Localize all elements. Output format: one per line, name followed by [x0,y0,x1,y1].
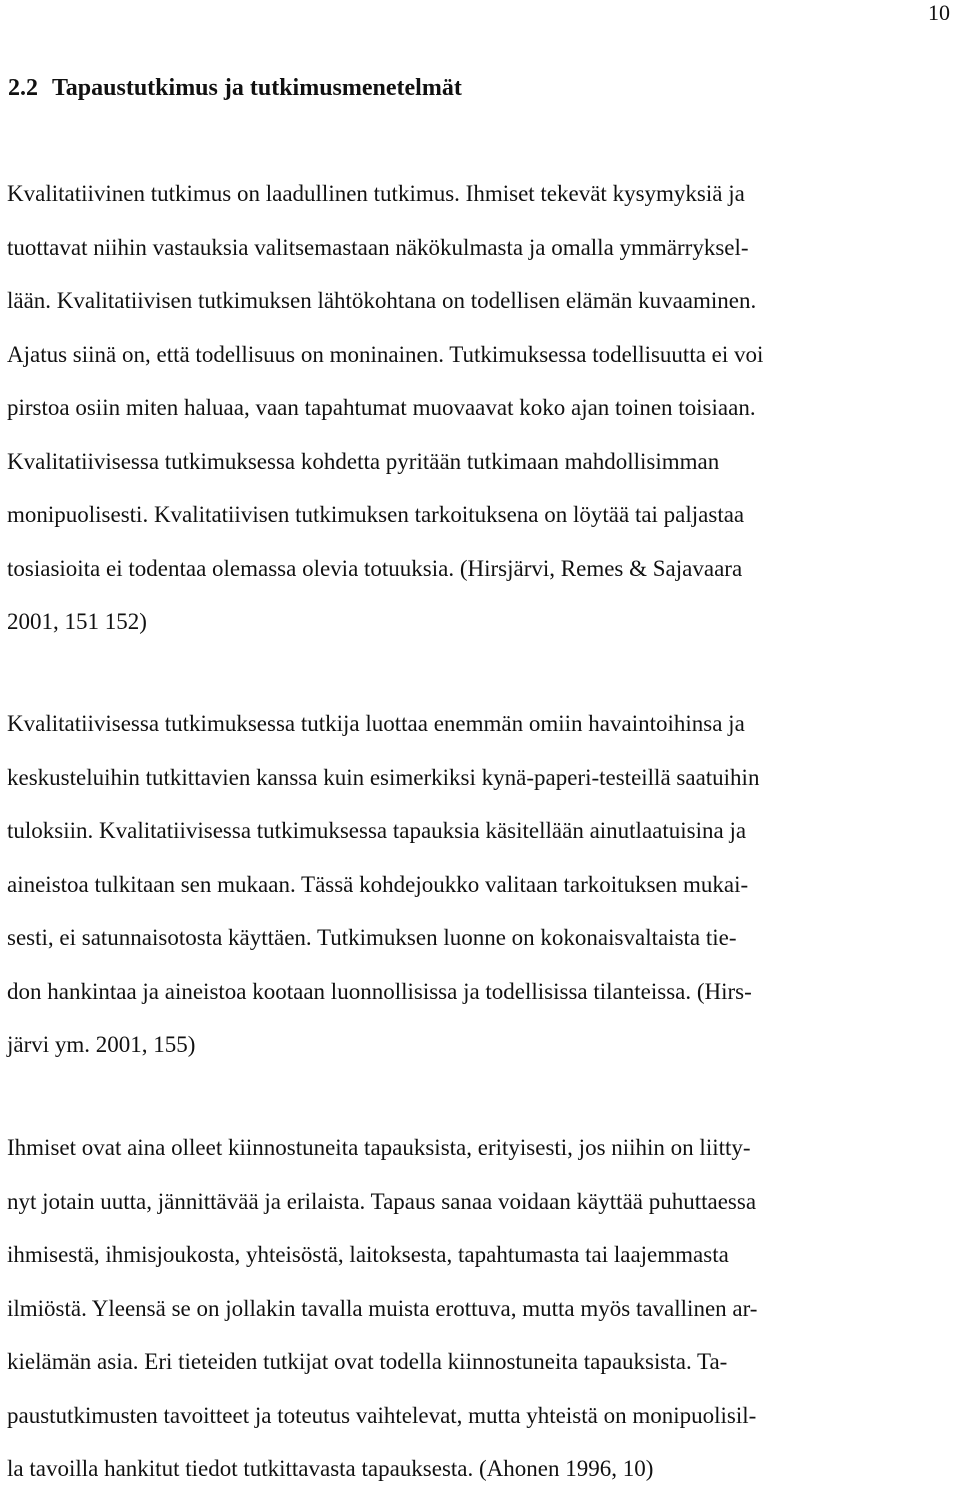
paragraph-line: Kvalitatiivinen tutkimus on laadullinen tutkimus. Ihmiset tekevät kysymyksiä ja [7,181,745,206]
paragraph-2 [7,697,957,1072]
paragraph-line: don hankintaa ja aineistoa kootaan luonnollisissa ja todellisissa tilanteissa. (Hirs- [7,978,752,1004]
paragraph-line: järvi ym. 2001, 155) [7,1032,196,1057]
paragraph-line: keskusteluihin tutkittavien kanssa kuin esimerkiksi kynä-paperi-testeillä saatuihin [7,764,760,790]
paragraph-line: tosiasioita ei todentaa olemassa olevia totuuksia. (Hirsjärvi, Remes & Sajavaara [7,555,743,581]
paragraph-line: Ihmiset ovat aina olleet kiinnostuneita tapauksista, erityisesti, jos niihin on liitty- [7,1135,751,1160]
paragraph-line: tuloksiin. Kvalitatiivisessa tutkimuksessa tapauksia käsitellään ainutlaatuisina ja [7,818,747,843]
paragraph-line: paustutkimusten tavoitteet ja toteutus vaihtelevat, mutta yhteistä on monipuolisil- [7,1402,757,1428]
paragraph-line: sesti, ei satunnaisotosta käyttäen. Tutkimuksen luonne on kokonaisvaltaista tie- [7,925,737,950]
section-number: 2.2 [8,75,38,101]
paragraph-line: kielämän asia. Eri tieteiden tutkijat ovat todella kiinnostuneita tapauksista. Ta- [7,1349,728,1374]
paragraph-line: Kvalitatiivisessa tutkimuksessa kohdetta pyritään tutkimaan mahdollisimman [7,448,720,474]
paragraph-line: aineistoa tulkitaan sen mukaan. Tässä kohdejoukko valitaan tarkoituksen mukai- [7,871,749,897]
paragraph-line: pirstoa osiin miten haluaa, vaan tapahtumat muovaavat koko ajan toinen toisiaan. [7,395,756,420]
paragraph-line: monipuolisesti. Kvalitatiivisen tutkimuksen tarkoituksena on löytää tai paljastaa [7,502,745,527]
paragraph-line: lään. Kvalitatiivisen tutkimuksen lähtökohtana on todellisen elämän kuvaaminen. [7,288,757,313]
page-number: 10 [928,0,950,25]
paragraph-line: ihmisestä, ihmisjoukosta, yhteisöstä, laitoksesta, tapahtumasta tai laajemmasta [7,1242,729,1267]
paragraph-3 [7,1121,957,1496]
paragraph-line: ilmiöstä. Yleensä se on jollakin tavalla muista erottuva, mutta myös tavallinen ar- [7,1295,758,1321]
paragraph-line: la tavoilla hankitut tiedot tutkittavasta tapauksesta. (Ahonen 1996, 10) [7,1456,654,1481]
section-title: Tapaustutkimus ja tutkimusmenetelmät [52,75,462,101]
paragraph-1 [7,167,957,649]
section-heading [8,70,462,106]
paragraph-line: tuottavat niihin vastauksia valitsemastaan näkökulmasta ja omalla ymmärryksel- [7,234,749,260]
paragraph-line: 2001, 151 152) [7,609,147,634]
paragraph-line: Ajatus siinä on, että todellisuus on moninainen. Tutkimuksessa todellisuutta ei voi [7,341,764,367]
paragraph-line: Kvalitatiivisessa tutkimuksessa tutkija luottaa enemmän omiin havaintoihinsa ja [7,711,745,736]
paragraph-line: nyt jotain uutta, jännittävää ja erilaista. Tapaus sanaa voidaan käyttää puhuttaessa [7,1188,757,1214]
